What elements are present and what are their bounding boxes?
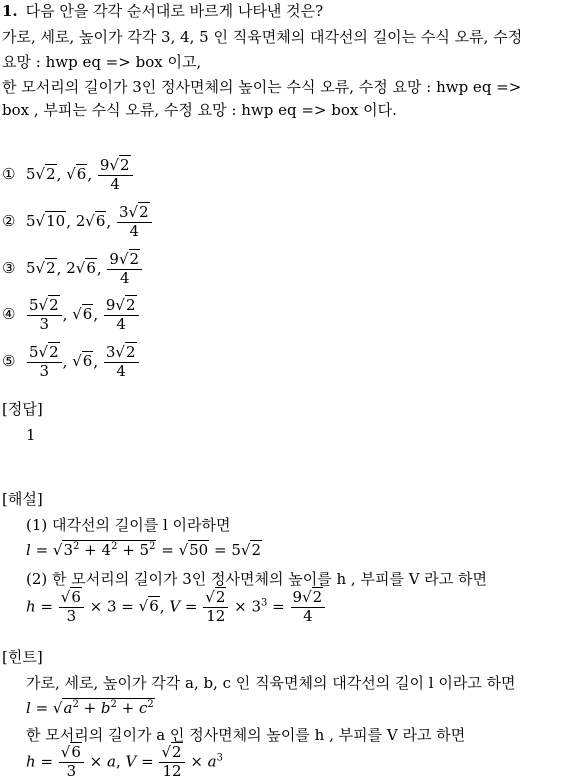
hint-line-1: 가로, 세로, 높이가 각각 a, b, c 인 직육면체의 대각선의 길이 l 이라고 하면	[26, 674, 516, 692]
coefficient: 9	[109, 250, 119, 268]
option-mark: ④	[2, 305, 16, 324]
numerator	[27, 345, 62, 363]
question-line-4: box , 부피는 수식 오류, 수정 요망 : hwp eq => box 이다.	[2, 101, 397, 119]
radicand: 2	[125, 296, 136, 314]
radical-term	[119, 203, 150, 221]
radicand: 2	[119, 156, 130, 174]
radical-term	[109, 250, 140, 268]
denominator: 3	[39, 361, 50, 380]
coefficient: 2	[75, 212, 86, 231]
radical-term	[26, 259, 57, 277]
radical: √6	[85, 212, 106, 231]
fraction	[27, 298, 62, 333]
radical: √2	[109, 156, 130, 174]
radical-term	[72, 352, 93, 370]
question-prompt: 다음 안을 각각 순서대로 바르게 나타낸 것은?	[25, 2, 324, 20]
radical-term	[106, 296, 137, 314]
radical: √2	[128, 203, 149, 221]
radical: √10	[35, 212, 66, 231]
coefficient: 9	[105, 296, 116, 314]
fraction	[104, 345, 139, 380]
question-line-2: 요망 : hwp eq => box 이고,	[2, 53, 202, 71]
radicand: 2	[49, 296, 59, 314]
radicand: 2	[125, 343, 136, 361]
numerator	[98, 158, 133, 176]
solution-step-1: (1) 대각선의 길이를 l 이라하면	[26, 516, 231, 534]
numerator	[27, 298, 62, 316]
denominator: 3	[39, 314, 50, 333]
radical: √2	[38, 343, 59, 361]
radical-term	[106, 343, 137, 361]
radical-term	[66, 165, 87, 183]
radicand: 2	[46, 165, 56, 184]
radical-term	[100, 156, 131, 174]
denominator: 4	[116, 314, 126, 333]
answer-heading: [정답]	[2, 400, 43, 418]
denominator: 4	[119, 268, 130, 287]
question-line-1: 가로, 세로, 높이가 각각 3, 4, 5 인 직육면체의 대각선의 길이는 수식 오류, 수정	[2, 28, 523, 46]
radical-term	[29, 343, 60, 361]
radical-term	[26, 212, 66, 230]
numerator	[104, 345, 139, 363]
option-mark: ⑤	[2, 352, 16, 371]
fraction	[104, 298, 139, 333]
radicand: 6	[95, 212, 106, 231]
coefficient: 5	[26, 165, 36, 184]
coefficient: 2	[66, 259, 76, 278]
solution-formula-2: h = $\frac{√6}{3}$ × 3 = √6, V = $\frac{√2}{12}$ × $3^3$ = $\frac{9√2}{4}$	[26, 590, 326, 625]
denominator: 4	[129, 221, 140, 240]
option-mark: ③	[2, 259, 16, 278]
radical: √6	[75, 259, 96, 278]
radicand: 6	[76, 165, 87, 184]
question-line-3: 한 모서리의 길이가 3인 정사면체의 높이는 수식 오류, 수정 요망 : hwp eq =>	[2, 78, 522, 96]
hint-line-2: 한 모서리의 길이가 a 인 정사면체의 높이를 h , 부피를 V 라고 하면	[26, 726, 466, 744]
fraction	[98, 158, 133, 193]
radical-term	[76, 212, 107, 230]
option-mark: ②	[2, 212, 16, 231]
radical: √6	[72, 305, 93, 324]
coefficient: 5	[29, 296, 39, 314]
radical: √2	[115, 296, 136, 314]
hint-formula-1: $l = √a^2 + b^2 + c^2$	[26, 699, 154, 717]
hint-heading: [힌트]	[2, 648, 43, 666]
option-5[interactable]: ⑤ $\frac{5√2}{3}$ , √6, $\frac{3√2}{4}$	[2, 345, 140, 380]
solution-heading: [해설]	[2, 490, 43, 508]
radical: √2	[118, 250, 140, 268]
answer-value: 1	[26, 426, 36, 444]
solution-formula-1: $l = √3^2 + 4^2 + 5^2 = √50 = 5√2$	[26, 541, 261, 559]
question-title	[2, 4, 323, 19]
fraction	[117, 205, 152, 240]
option-3[interactable]: ③ 5√2, 2√6, $\frac{9√2}{4}$	[2, 252, 143, 287]
coefficient: 3	[118, 203, 129, 221]
radical: √2	[35, 259, 56, 278]
coefficient: 5	[26, 259, 36, 278]
radicand: 6	[86, 259, 96, 278]
option-4[interactable]: ④ $\frac{5√2}{3}$ , √6, $\frac{9√2}{4}$	[2, 298, 140, 333]
numerator	[104, 298, 139, 316]
radicand: 2	[139, 203, 149, 221]
denominator: 4	[110, 174, 120, 193]
denominator: 4	[116, 361, 126, 380]
radical-term	[26, 165, 57, 183]
option-2[interactable]: ② 5√10, 2√6, $\frac{3√2}{4}$	[2, 205, 153, 240]
radicand: 10	[46, 212, 66, 231]
radical: √6	[66, 165, 87, 184]
radical: √2	[38, 296, 59, 314]
radicand: 2	[46, 259, 56, 278]
coefficient: 5	[29, 343, 39, 361]
option-mark: ①	[2, 165, 16, 184]
radical-term	[66, 259, 97, 277]
hint-formula-2: h = $\frac{√6}{3}$ × a, V = $\frac{√2}{12}$ × $a^3$	[26, 743, 223, 780]
numerator	[107, 252, 142, 270]
radical: √2	[35, 165, 56, 184]
radicand: 2	[129, 250, 140, 268]
radicand: 2	[49, 343, 59, 361]
radicand: 6	[82, 305, 93, 324]
coefficient: 5	[26, 212, 36, 231]
numerator	[117, 205, 152, 223]
coefficient: 3	[105, 343, 116, 361]
radical: √6	[72, 352, 93, 371]
radical-term	[29, 296, 60, 314]
radical: √2	[115, 343, 136, 361]
fraction	[27, 345, 62, 380]
fraction	[107, 252, 142, 287]
question-number: 1.	[2, 2, 18, 20]
coefficient: 9	[99, 156, 110, 174]
radicand: 6	[82, 352, 93, 371]
option-1[interactable]: ① 5√2, √6, $\frac{9√2}{4}$	[2, 158, 134, 193]
radical-term	[72, 305, 93, 323]
solution-step-2: (2) 한 모서리의 길이가 3인 정사면체의 높이를 h , 부피를 V 라고 하면	[26, 570, 488, 588]
